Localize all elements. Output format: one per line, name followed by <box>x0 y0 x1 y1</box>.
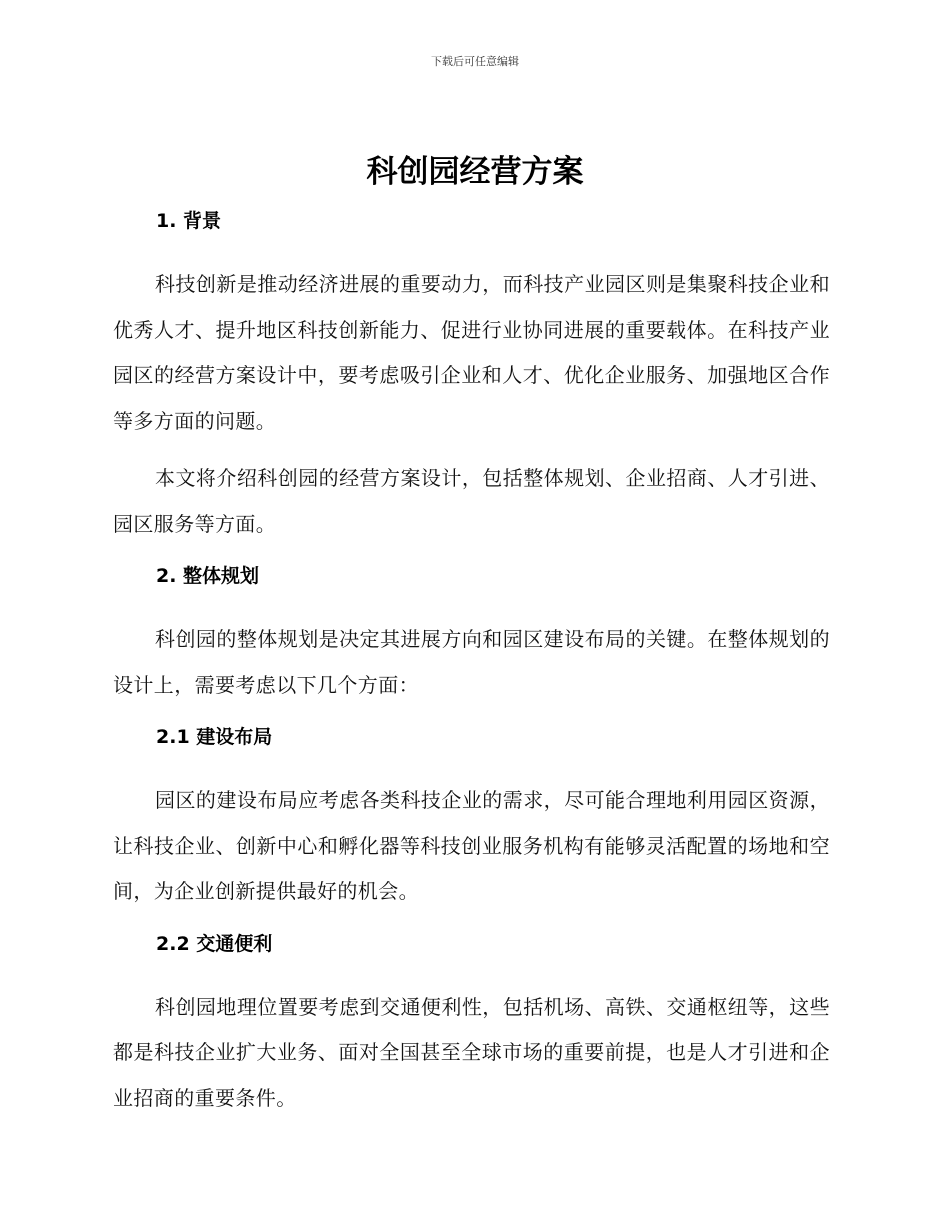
paragraph: 科创园地理位置要考虑到交通便利性，包括机场、高铁、交通枢纽等，这些都是科技企业扩大业务、面对全国甚至全球市场的重要前提，也是人才引进和企业招商的重要条件。 <box>113 994 830 1110</box>
page-header-note: 下载后可任意编辑 <box>431 55 519 68</box>
section-heading-construction-layout: 2.1 建设布局 <box>156 726 273 748</box>
section-heading-overall-planning: 2. 整体规划 <box>156 565 260 587</box>
paragraph: 科技创新是推动经济进展的重要动力，而科技产业园区则是集聚科技企业和优秀人才、提升地区科技创新能力、促进行业协同进展的重要载体。在科技产业园区的经营方案设计中，要考虑吸引企业和人才、优化企业服务、加强地区合作等多方面的问题。 <box>113 272 830 433</box>
document-body <box>113 204 830 1121</box>
paragraph: 科创园的整体规划是决定其进展方向和园区建设布局的关键。在整体规划的设计上，需要考虑以下几个方面： <box>113 627 830 697</box>
section-heading-background: 1. 背景 <box>156 210 222 232</box>
paragraph: 园区的建设布局应考虑各类科技企业的需求，尽可能合理地利用园区资源，让科技企业、创新中心和孵化器等科技创业服务机构有能够灵活配置的场地和空间，为企业创新提供最好的机会。 <box>113 788 830 903</box>
paragraph: 本文将介绍科创园的经营方案设计，包括整体规划、企业招商、人才引进、园区服务等方面。 <box>113 466 830 536</box>
document-title: 科创园经营方案 <box>366 154 584 190</box>
section-heading-transport-convenience: 2.2 交通便利 <box>156 932 273 955</box>
